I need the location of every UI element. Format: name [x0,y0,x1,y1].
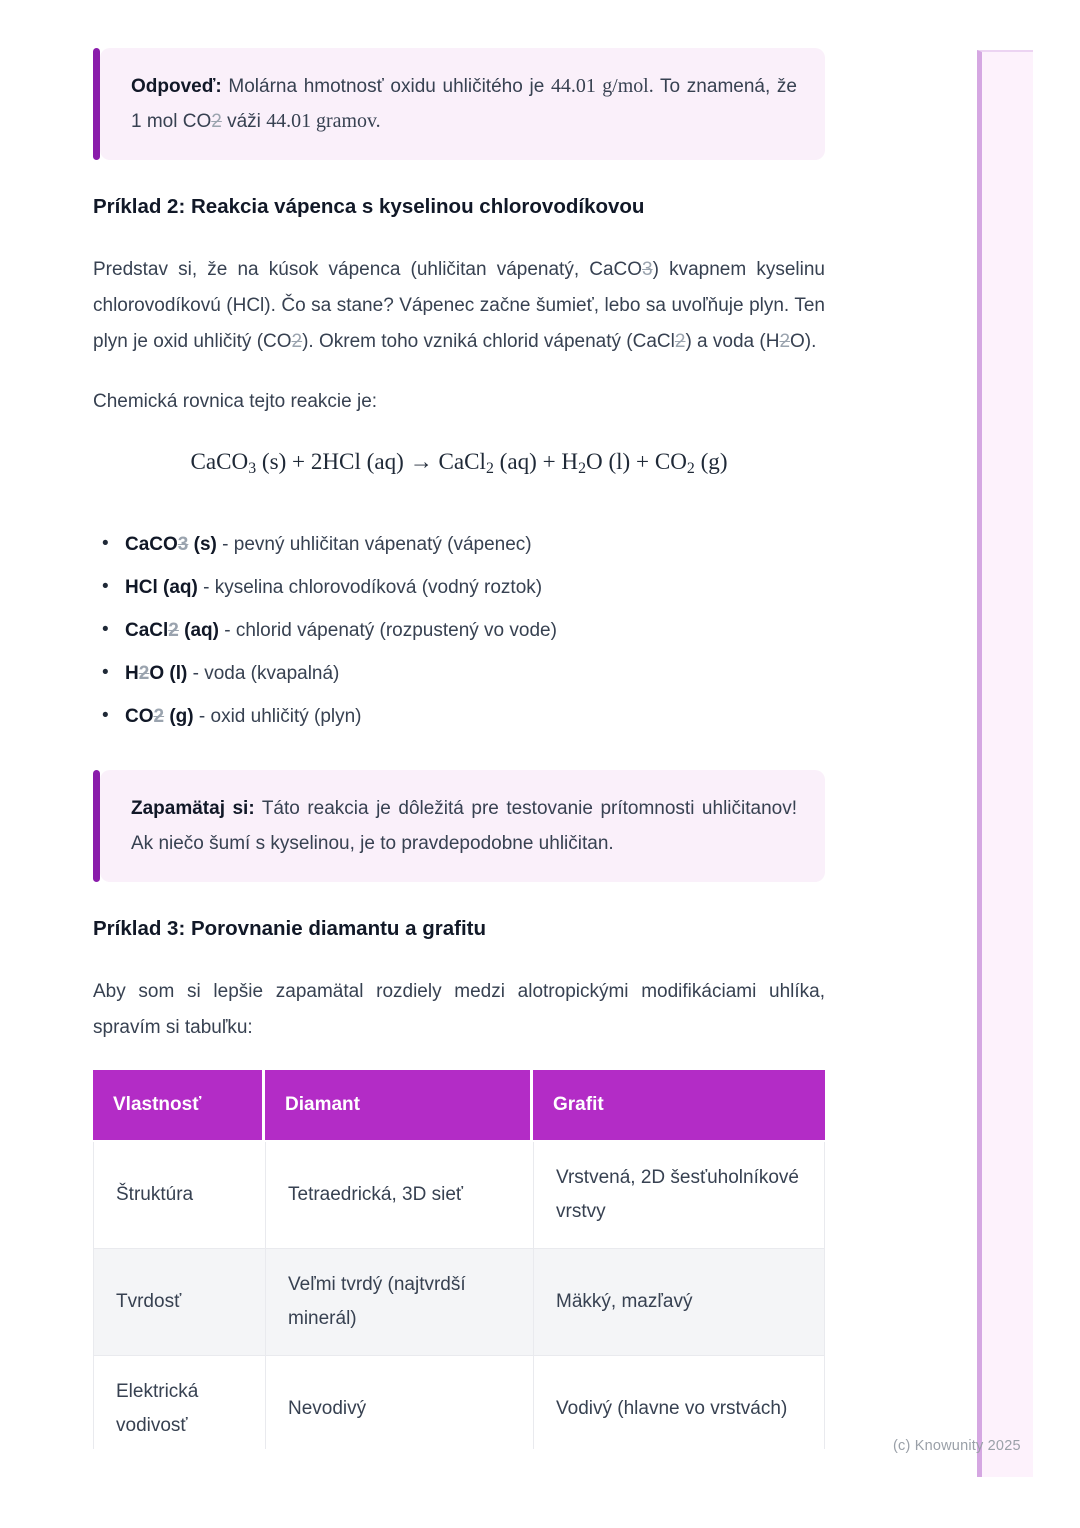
table-cell: Veľmi tvrdý (najtvrdší minerál) [265,1249,533,1356]
table-row [93,1356,825,1449]
heading-priklad-3: Príklad 3: Porovnanie diamantu a grafitu [93,916,487,940]
chemical-equation: CaCO3 (s) + 2HCl (aq) → CaCl2 (aq) + H2O (l) + CO2 (g) [190,448,728,477]
table-cell: Štruktúra [93,1142,265,1249]
list-item: • HCl (aq) - kyselina chlorovodíková (vodný roztok) [93,575,825,601]
column-header: Vlastnosť [93,1070,265,1142]
document-content [93,48,825,1449]
column-header: Grafit [533,1070,825,1142]
paragraph-tabulka: Aby som si lepšie zapamätal rozdiely medzi alotropickými modifikáciami uhlíka, spravím si tabuľku: [93,980,825,1038]
callout-answer [93,48,825,160]
table-cell: Vrstvená, 2D šesťuholníkové vrstvy [533,1142,825,1249]
callout-remember [93,770,825,882]
callout-answer-text: Odpoveď: Molárna hmotnosť oxidu uhličitého je 44.01 g/mol. To znamená, že 1 mol CO2 váži 44.01 gramov. [131,75,797,132]
table-cell: Vodivý (hlavne vo vrstvách) [533,1356,825,1449]
table-cell: Tvrdosť [93,1249,265,1356]
list-item: • H2O (l) - voda (kvapalná) [93,661,825,687]
comparison-table-wrapper [93,1070,825,1449]
column-header: Diamant [265,1070,533,1142]
copyright-note: (c) Knowunity 2025 [893,1438,1021,1454]
table-cell: Elektrická vodivosť [93,1356,265,1449]
callout-answer-body [100,48,825,160]
table-cell: Mäkký, mazľavý [533,1249,825,1356]
table-cell: Nevodivý [265,1356,533,1449]
list-item: • CO2 (g) - oxid uhličitý (plyn) [93,704,825,730]
table-cell: Tetraedrická, 3D sieť [265,1142,533,1249]
paragraph-vapenec: Predstav si, že na kúsok vápenca (uhličitan vápenatý, CaCO3) kvapnem kyselinu chlorovodíkovú (HCl). Čo sa stane? Vápenec začne šumieť, lebo sa uvoľňuje plyn. Ten plyn je oxid uhličitý (CO2). Okrem toho vzniká chlorid vápenatý (CaCl2) a voda (H2O). [93,259,825,352]
list-item: • CaCO3 (s) - pevný uhličitan vápenatý (vápenec) [93,532,825,558]
table-row [93,1249,825,1356]
comparison-table [93,1070,825,1449]
list-item: • CaCl2 (aq) - chlorid vápenatý (rozpustený vo vode) [93,618,825,644]
callout-remember-body [100,770,825,882]
callout-accent-bar [93,770,100,882]
callout-remember-text: Zapamätaj si: Táto reakcia je dôležitá pre testovanie prítomnosti uhličitanov! Ak niečo šumí s kyselinou, je to pravdepodobne uhličitan. [131,797,797,854]
callout-accent-bar [93,48,100,160]
equation-intro: Chemická rovnica tejto reakcie je: [93,391,378,412]
compound-list [93,532,825,730]
table-row [93,1142,825,1249]
heading-priklad-2: Príklad 2: Reakcia vápenca s kyselinou chlorovodíkovou [93,195,645,218]
table-header-row [93,1070,825,1142]
page-edge-strip [977,50,1033,1477]
